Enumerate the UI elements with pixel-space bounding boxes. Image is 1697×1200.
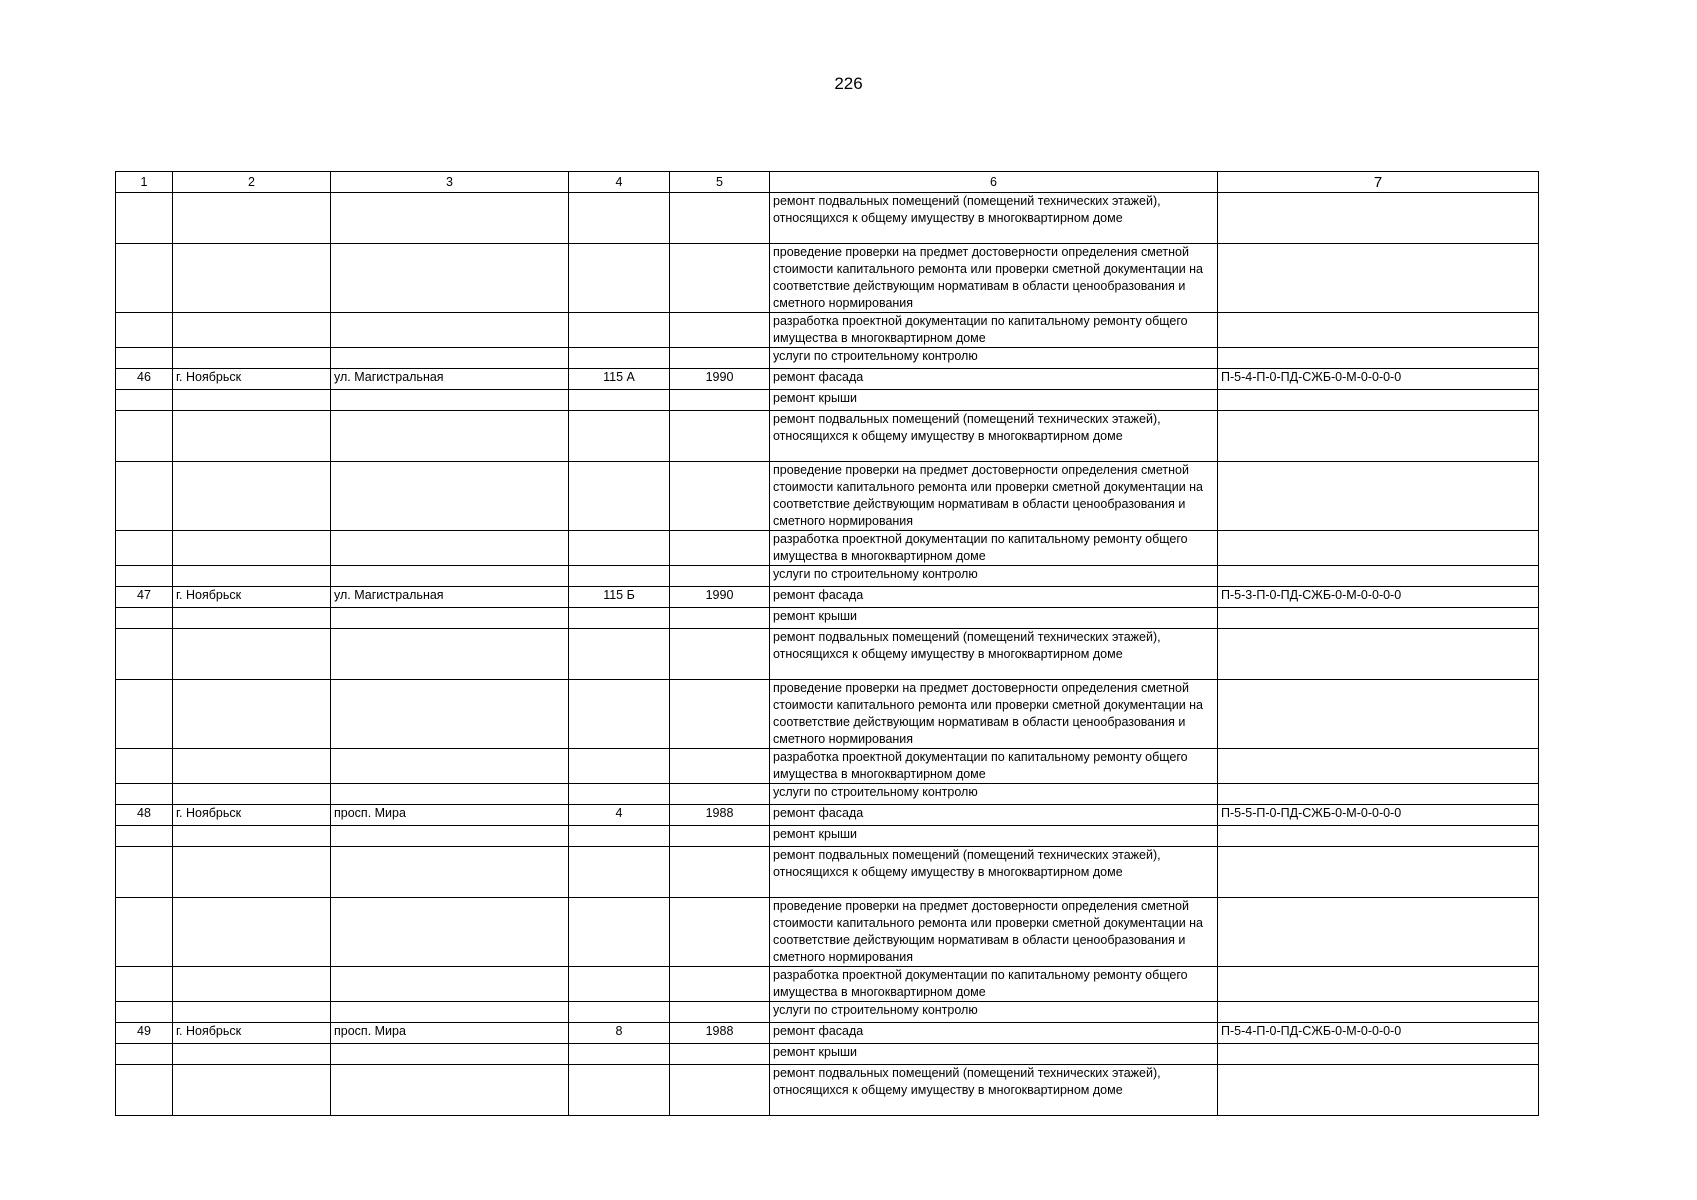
work-type-cell: услуги по строительному контролю	[770, 784, 1218, 805]
city-cell: г. Ноябрьск	[173, 805, 331, 826]
build-year-cell	[670, 411, 770, 462]
city-cell	[173, 680, 331, 749]
city-cell	[173, 629, 331, 680]
row-number: 46	[116, 369, 173, 390]
work-type-cell: разработка проектной документации по капитальному ремонту общего имущества в многоквартирном доме	[770, 749, 1218, 784]
row-number	[116, 898, 173, 967]
city-cell	[173, 531, 331, 566]
house-number-cell	[569, 1065, 670, 1116]
street-cell	[331, 348, 569, 369]
city-cell	[173, 244, 331, 313]
building-code-cell: П-5-4-П-0-ПД-СЖБ-0-М-0-0-0-0	[1218, 1023, 1539, 1044]
table-row	[116, 531, 1539, 566]
row-number	[116, 566, 173, 587]
house-number-cell	[569, 608, 670, 629]
row-number	[116, 348, 173, 369]
work-type-cell: ремонт фасада	[770, 587, 1218, 608]
table-row	[116, 411, 1539, 462]
street-cell	[331, 967, 569, 1002]
building-code-cell	[1218, 566, 1539, 587]
building-code-cell: П-5-3-П-0-ПД-СЖБ-0-М-0-0-0-0	[1218, 587, 1539, 608]
row-number	[116, 749, 173, 784]
city-cell	[173, 193, 331, 244]
column-header-5: 5	[670, 172, 770, 193]
build-year-cell	[670, 462, 770, 531]
house-number-cell	[569, 1044, 670, 1065]
build-year-cell	[670, 629, 770, 680]
table-body	[116, 193, 1539, 1116]
work-type-cell: ремонт фасада	[770, 1023, 1218, 1044]
table-row	[116, 369, 1539, 390]
building-code-cell	[1218, 462, 1539, 531]
city-cell	[173, 898, 331, 967]
house-number-cell	[569, 898, 670, 967]
build-year-cell	[670, 826, 770, 847]
city-cell	[173, 608, 331, 629]
table-row	[116, 462, 1539, 531]
house-number-cell	[569, 390, 670, 411]
street-cell	[331, 749, 569, 784]
street-cell	[331, 390, 569, 411]
page-number: 226	[834, 74, 863, 93]
table-row	[116, 749, 1539, 784]
build-year-cell: 1990	[670, 587, 770, 608]
table-row	[116, 390, 1539, 411]
build-year-cell	[670, 749, 770, 784]
column-header-7: 7	[1218, 172, 1539, 193]
house-number-cell	[569, 826, 670, 847]
house-number-cell	[569, 847, 670, 898]
work-type-cell: ремонт крыши	[770, 1044, 1218, 1065]
house-number-cell	[569, 313, 670, 348]
street-cell	[331, 608, 569, 629]
city-cell	[173, 390, 331, 411]
building-code-cell: П-5-5-П-0-ПД-СЖБ-0-М-0-0-0-0	[1218, 805, 1539, 826]
column-header-3: 3	[331, 172, 569, 193]
row-number	[116, 390, 173, 411]
street-cell	[331, 193, 569, 244]
table-row	[116, 805, 1539, 826]
house-number-cell	[569, 348, 670, 369]
house-number-cell	[569, 967, 670, 1002]
street-cell	[331, 244, 569, 313]
city-cell: г. Ноябрьск	[173, 587, 331, 608]
column-header-4: 4	[569, 172, 670, 193]
building-code-cell	[1218, 390, 1539, 411]
build-year-cell	[670, 244, 770, 313]
table-row	[116, 313, 1539, 348]
table-row	[116, 967, 1539, 1002]
street-cell: ул. Магистральная	[331, 369, 569, 390]
table-row	[116, 1065, 1539, 1116]
row-number	[116, 1065, 173, 1116]
city-cell	[173, 1044, 331, 1065]
street-cell	[331, 629, 569, 680]
street-cell	[331, 1002, 569, 1023]
city-cell	[173, 313, 331, 348]
work-type-cell: ремонт фасада	[770, 369, 1218, 390]
house-number-cell: 4	[569, 805, 670, 826]
work-type-cell: ремонт подвальных помещений (помещений технических этажей), относящихся к общему имуществу в многоквартирном доме	[770, 847, 1218, 898]
building-code-cell	[1218, 193, 1539, 244]
street-cell	[331, 680, 569, 749]
row-number	[116, 1044, 173, 1065]
house-number-cell	[569, 193, 670, 244]
work-type-cell: ремонт подвальных помещений (помещений технических этажей), относящихся к общему имуществу в многоквартирном доме	[770, 411, 1218, 462]
row-number	[116, 629, 173, 680]
building-code-cell	[1218, 1065, 1539, 1116]
table-row	[116, 680, 1539, 749]
house-number-cell	[569, 462, 670, 531]
build-year-cell	[670, 193, 770, 244]
street-cell	[331, 847, 569, 898]
column-header-6: 6	[770, 172, 1218, 193]
work-type-cell: ремонт подвальных помещений (помещений технических этажей), относящихся к общему имуществу в многоквартирном доме	[770, 193, 1218, 244]
build-year-cell	[670, 566, 770, 587]
city-cell	[173, 749, 331, 784]
street-cell	[331, 566, 569, 587]
building-code-cell	[1218, 1002, 1539, 1023]
house-number-cell	[569, 749, 670, 784]
column-header-2: 2	[173, 172, 331, 193]
street-cell: просп. Мира	[331, 1023, 569, 1044]
city-cell	[173, 1002, 331, 1023]
repair-schedule-table	[115, 171, 1539, 1116]
street-cell	[331, 1044, 569, 1065]
build-year-cell	[670, 390, 770, 411]
city-cell	[173, 826, 331, 847]
row-number	[116, 784, 173, 805]
table-row	[116, 348, 1539, 369]
city-cell	[173, 967, 331, 1002]
table-row	[116, 826, 1539, 847]
row-number	[116, 531, 173, 566]
building-code-cell	[1218, 531, 1539, 566]
row-number	[116, 847, 173, 898]
build-year-cell: 1990	[670, 369, 770, 390]
build-year-cell	[670, 1065, 770, 1116]
work-type-cell: проведение проверки на предмет достоверности определения сметной стоимости капитального ремонта или проверки сметной документации на соответствие действующим нормативам в области ценообразования и сметного нормирования	[770, 244, 1218, 313]
city-cell	[173, 847, 331, 898]
build-year-cell	[670, 898, 770, 967]
building-code-cell	[1218, 313, 1539, 348]
table-row	[116, 1002, 1539, 1023]
row-number	[116, 608, 173, 629]
row-number	[116, 826, 173, 847]
city-cell	[173, 462, 331, 531]
row-number	[116, 680, 173, 749]
build-year-cell: 1988	[670, 1023, 770, 1044]
build-year-cell: 1988	[670, 805, 770, 826]
row-number	[116, 244, 173, 313]
city-cell	[173, 411, 331, 462]
row-number: 48	[116, 805, 173, 826]
table-row	[116, 566, 1539, 587]
table-row	[116, 244, 1539, 313]
column-header-1: 1	[116, 172, 173, 193]
street-cell	[331, 531, 569, 566]
work-type-cell: разработка проектной документации по капитальному ремонту общего имущества в многоквартирном доме	[770, 967, 1218, 1002]
city-cell	[173, 1065, 331, 1116]
building-code-cell	[1218, 826, 1539, 847]
building-code-cell	[1218, 244, 1539, 313]
building-code-cell	[1218, 608, 1539, 629]
building-code-cell	[1218, 348, 1539, 369]
work-type-cell: услуги по строительному контролю	[770, 348, 1218, 369]
table-row	[116, 847, 1539, 898]
table-row	[116, 1044, 1539, 1065]
build-year-cell	[670, 1044, 770, 1065]
work-type-cell: ремонт крыши	[770, 390, 1218, 411]
work-type-cell: ремонт подвальных помещений (помещений технических этажей), относящихся к общему имуществу в многоквартирном доме	[770, 1065, 1218, 1116]
building-code-cell	[1218, 411, 1539, 462]
build-year-cell	[670, 608, 770, 629]
street-cell	[331, 784, 569, 805]
house-number-cell	[569, 1002, 670, 1023]
building-code-cell: П-5-4-П-0-ПД-СЖБ-0-М-0-0-0-0	[1218, 369, 1539, 390]
house-number-cell	[569, 680, 670, 749]
table-row	[116, 784, 1539, 805]
work-type-cell: разработка проектной документации по капитальному ремонту общего имущества в многоквартирном доме	[770, 313, 1218, 348]
work-type-cell: услуги по строительному контролю	[770, 1002, 1218, 1023]
row-number	[116, 1002, 173, 1023]
table-row	[116, 608, 1539, 629]
house-number-cell	[569, 784, 670, 805]
street-cell	[331, 411, 569, 462]
building-code-cell	[1218, 847, 1539, 898]
street-cell: ул. Магистральная	[331, 587, 569, 608]
work-type-cell: разработка проектной документации по капитальному ремонту общего имущества в многоквартирном доме	[770, 531, 1218, 566]
row-number	[116, 411, 173, 462]
row-number	[116, 313, 173, 348]
build-year-cell	[670, 1002, 770, 1023]
city-cell	[173, 348, 331, 369]
house-number-cell	[569, 629, 670, 680]
street-cell	[331, 898, 569, 967]
work-type-cell: ремонт крыши	[770, 826, 1218, 847]
building-code-cell	[1218, 680, 1539, 749]
build-year-cell	[670, 313, 770, 348]
house-number-cell: 8	[569, 1023, 670, 1044]
build-year-cell	[670, 847, 770, 898]
street-cell	[331, 826, 569, 847]
building-code-cell	[1218, 1044, 1539, 1065]
table-row	[116, 193, 1539, 244]
row-number	[116, 967, 173, 1002]
work-type-cell: услуги по строительному контролю	[770, 566, 1218, 587]
street-cell: просп. Мира	[331, 805, 569, 826]
building-code-cell	[1218, 967, 1539, 1002]
city-cell: г. Ноябрьск	[173, 1023, 331, 1044]
building-code-cell	[1218, 629, 1539, 680]
build-year-cell	[670, 784, 770, 805]
city-cell	[173, 566, 331, 587]
house-number-cell: 115 Б	[569, 587, 670, 608]
work-type-cell: проведение проверки на предмет достоверности определения сметной стоимости капитального ремонта или проверки сметной документации на соответствие действующим нормативам в области ценообразования и сметного нормирования	[770, 462, 1218, 531]
building-code-cell	[1218, 898, 1539, 967]
column-number-row	[116, 172, 1539, 193]
street-cell	[331, 1065, 569, 1116]
row-number	[116, 462, 173, 531]
house-number-cell	[569, 566, 670, 587]
table-row	[116, 587, 1539, 608]
house-number-cell: 115 А	[569, 369, 670, 390]
work-type-cell: ремонт фасада	[770, 805, 1218, 826]
building-code-cell	[1218, 749, 1539, 784]
build-year-cell	[670, 680, 770, 749]
work-type-cell: ремонт крыши	[770, 608, 1218, 629]
build-year-cell	[670, 531, 770, 566]
house-number-cell	[569, 531, 670, 566]
table-row	[116, 898, 1539, 967]
house-number-cell	[569, 411, 670, 462]
row-number	[116, 193, 173, 244]
house-number-cell	[569, 244, 670, 313]
table-row	[116, 629, 1539, 680]
street-cell	[331, 313, 569, 348]
table-row	[116, 1023, 1539, 1044]
row-number: 47	[116, 587, 173, 608]
row-number: 49	[116, 1023, 173, 1044]
city-cell	[173, 784, 331, 805]
build-year-cell	[670, 348, 770, 369]
work-type-cell: ремонт подвальных помещений (помещений технических этажей), относящихся к общему имуществу в многоквартирном доме	[770, 629, 1218, 680]
build-year-cell	[670, 967, 770, 1002]
city-cell: г. Ноябрьск	[173, 369, 331, 390]
work-type-cell: проведение проверки на предмет достоверности определения сметной стоимости капитального ремонта или проверки сметной документации на соответствие действующим нормативам в области ценообразования и сметного нормирования	[770, 680, 1218, 749]
street-cell	[331, 462, 569, 531]
work-type-cell: проведение проверки на предмет достоверности определения сметной стоимости капитального ремонта или проверки сметной документации на соответствие действующим нормативам в области ценообразования и сметного нормирования	[770, 898, 1218, 967]
building-code-cell	[1218, 784, 1539, 805]
